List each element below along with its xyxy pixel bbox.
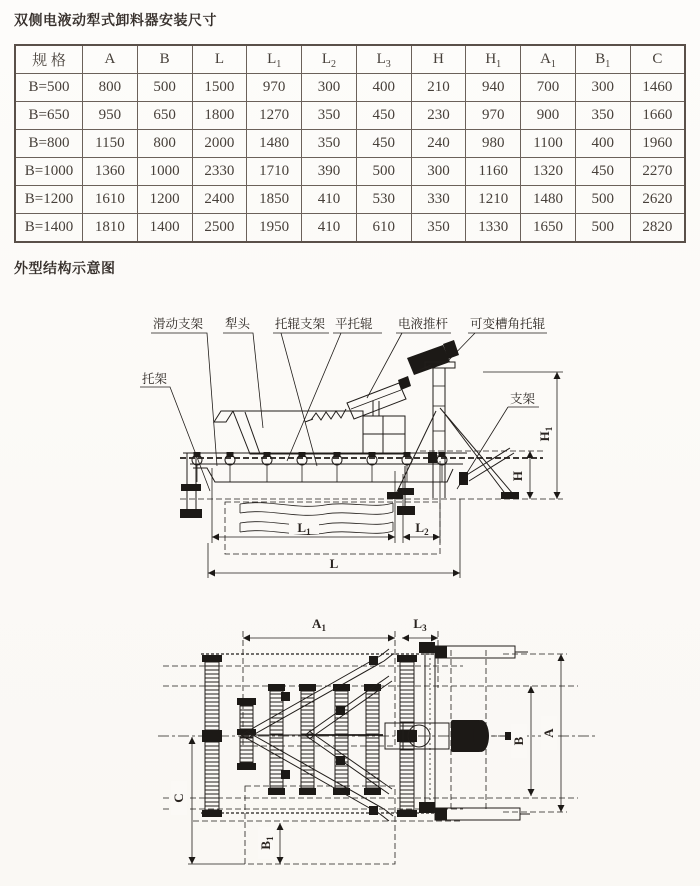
value-cell: 2330: [192, 158, 247, 186]
value-cell: 800: [137, 130, 192, 158]
value-cell: 1500: [192, 74, 247, 102]
value-cell: 1480: [521, 186, 576, 214]
spec-cell: B=1400: [15, 214, 83, 243]
value-cell: 2270: [630, 158, 685, 186]
table-row: [15, 130, 685, 158]
value-cell: 400: [575, 130, 630, 158]
spec-cell: B=1200: [15, 186, 83, 214]
column-header: $A_1$: [521, 45, 576, 74]
value-cell: 1320: [521, 158, 576, 186]
value-cell: 450: [356, 102, 411, 130]
value-cell: 2620: [630, 186, 685, 214]
value-cell: 300: [302, 74, 357, 102]
dim-label-b1: $B_1$: [258, 836, 275, 850]
dim-label-a: A: [541, 728, 556, 738]
value-cell: 900: [521, 102, 576, 130]
value-cell: 410: [302, 186, 357, 214]
dim-b: [511, 686, 535, 796]
value-cell: 390: [302, 158, 357, 186]
table-row: [15, 74, 685, 102]
dim-b1: [258, 823, 284, 864]
page-title: 双侧电液动犁式卸料器安装尺寸: [14, 12, 217, 28]
value-cell: 2400: [192, 186, 247, 214]
value-cell: 1330: [466, 214, 521, 243]
label-support-frame: 支架: [510, 392, 536, 406]
label-hydraulic-pusher: 电液推杆: [398, 317, 449, 331]
value-cell: 500: [575, 214, 630, 243]
table-row: [15, 186, 685, 214]
dim-label-h: H: [510, 470, 525, 482]
label-variable-trough-roller: 可变槽角托辊: [470, 317, 546, 331]
value-cell: 1810: [83, 214, 138, 243]
dim-label-l3: $L_3$: [413, 616, 427, 633]
value-cell: 300: [411, 158, 466, 186]
value-cell: 1960: [630, 130, 685, 158]
top-view-diagram: [133, 596, 603, 886]
column-header: H: [411, 45, 466, 74]
value-cell: 970: [247, 74, 302, 102]
value-cell: 1850: [247, 186, 302, 214]
value-cell: 1610: [83, 186, 138, 214]
value-cell: 2500: [192, 214, 247, 243]
value-cell: 1100: [521, 130, 576, 158]
value-cell: 980: [466, 130, 521, 158]
column-header: $H_1$: [466, 45, 521, 74]
value-cell: 500: [575, 186, 630, 214]
value-cell: 350: [302, 102, 357, 130]
dim-label-b: B: [511, 736, 526, 746]
dim-label-h1: $H_1$: [537, 426, 554, 442]
label-flat-roller: 平托辊: [335, 317, 373, 331]
column-header: $L_3$: [356, 45, 411, 74]
value-cell: 1460: [630, 74, 685, 102]
column-header: B: [137, 45, 192, 74]
column-header: 规 格: [15, 45, 83, 74]
value-cell: 450: [575, 158, 630, 186]
spec-cell: B=650: [15, 102, 83, 130]
value-cell: 700: [521, 74, 576, 102]
value-cell: 330: [411, 186, 466, 214]
table-row: [15, 102, 685, 130]
dim-label-l2: $L_2$: [415, 520, 429, 537]
column-header: A: [83, 45, 138, 74]
value-cell: 1650: [521, 214, 576, 243]
value-cell: 610: [356, 214, 411, 243]
label-carrier-bracket: 托架: [142, 372, 168, 386]
value-cell: 500: [137, 74, 192, 102]
column-header: $L_1$: [247, 45, 302, 74]
value-cell: 350: [302, 130, 357, 158]
value-cell: 400: [356, 74, 411, 102]
value-cell: 650: [137, 102, 192, 130]
value-cell: 800: [83, 74, 138, 102]
value-cell: 1950: [247, 214, 302, 243]
column-header: L: [192, 45, 247, 74]
value-cell: 1400: [137, 214, 192, 243]
value-cell: 1270: [247, 102, 302, 130]
value-cell: 940: [466, 74, 521, 102]
dim-l3: [402, 616, 438, 642]
value-cell: 240: [411, 130, 466, 158]
value-cell: 1800: [192, 102, 247, 130]
value-cell: 950: [83, 102, 138, 130]
value-cell: 1660: [630, 102, 685, 130]
label-plow-head: 犁头: [225, 317, 251, 331]
value-cell: 350: [411, 214, 466, 243]
dim-label-c: C: [171, 793, 186, 803]
column-header: $B_1$: [575, 45, 630, 74]
value-cell: 210: [411, 74, 466, 102]
label-sliding-bracket: 滑动支架: [153, 317, 204, 331]
spec-cell: B=1000: [15, 158, 83, 186]
label-roller-bracket: 托辊支架: [275, 317, 326, 331]
column-header: C: [630, 45, 685, 74]
value-cell: 1000: [137, 158, 192, 186]
value-cell: 1160: [466, 158, 521, 186]
value-cell: 1150: [83, 130, 138, 158]
value-cell: 1210: [466, 186, 521, 214]
value-cell: 500: [356, 158, 411, 186]
value-cell: 1480: [247, 130, 302, 158]
value-cell: 450: [356, 130, 411, 158]
value-cell: 230: [411, 102, 466, 130]
value-cell: 1710: [247, 158, 302, 186]
value-cell: 410: [302, 214, 357, 243]
value-cell: 1360: [83, 158, 138, 186]
dimensions-table: [14, 44, 686, 243]
value-cell: 350: [575, 102, 630, 130]
leader-lines: [140, 333, 547, 491]
value-cell: 530: [356, 186, 411, 214]
dim-label-l1: $L_1$: [297, 520, 311, 537]
value-cell: 2000: [192, 130, 247, 158]
column-header: $L_2$: [302, 45, 357, 74]
diagram-section-title: 外型结构示意图: [14, 260, 116, 276]
table-row: [15, 214, 685, 243]
spec-cell: B=800: [15, 130, 83, 158]
spec-cell: B=500: [15, 74, 83, 102]
dim-l1: [212, 468, 395, 543]
value-cell: 2820: [630, 214, 685, 243]
value-cell: 970: [466, 102, 521, 130]
v-plow: [241, 649, 393, 821]
dim-label-l: L: [329, 556, 339, 571]
table-header-row: [15, 45, 685, 74]
side-view-diagram: [95, 306, 625, 591]
value-cell: 300: [575, 74, 630, 102]
dim-l: [208, 499, 460, 578]
value-cell: 1200: [137, 186, 192, 214]
table-row: [15, 158, 685, 186]
dim-a1: [243, 616, 395, 642]
dim-label-a1: $A_1$: [312, 616, 326, 633]
